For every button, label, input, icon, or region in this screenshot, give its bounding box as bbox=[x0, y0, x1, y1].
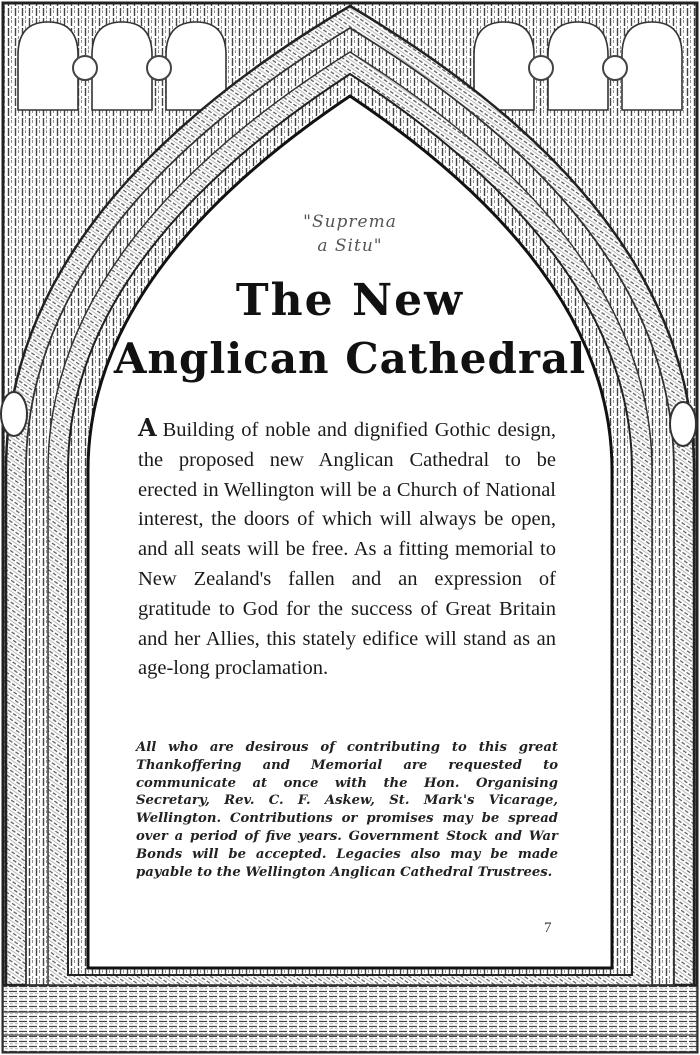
title-line-2: Anglican Cathedral bbox=[113, 334, 587, 383]
motto-line-1: "Suprema bbox=[303, 212, 397, 232]
title-line-1: The New bbox=[235, 275, 465, 326]
drop-cap: A bbox=[138, 413, 157, 442]
body-text: Building of noble and dignified Gothic design, the proposed new Anglican Cathedral to be erected in Wellington will be a Church of National interest, the doors of which will always be open, and all seats will be free. As a fitting memorial to New Zealand's fallen and an expression of gratitude to God for the success of Great Britain and her Allies, this stately edifice will stand as an age-long proclamation. bbox=[138, 419, 556, 680]
body-paragraph bbox=[138, 413, 556, 684]
contribution-notice: All who are desirous of contributing to this great Thankoffering and Memorial are requested to communicate at once with the Hon. Organising Secretary, Rev. C. F. Askew, St. Mark's Vicarage, Wellington. Contributions or promises may be spread over a period of five years. Government Stock and War Bonds will be accepted. Legacies also may be made payable to the Wellington Anglican Cathedral Trustrees. bbox=[136, 740, 558, 880]
motto-line-2: a Situ" bbox=[317, 236, 383, 256]
page-number: 7 bbox=[544, 920, 552, 936]
